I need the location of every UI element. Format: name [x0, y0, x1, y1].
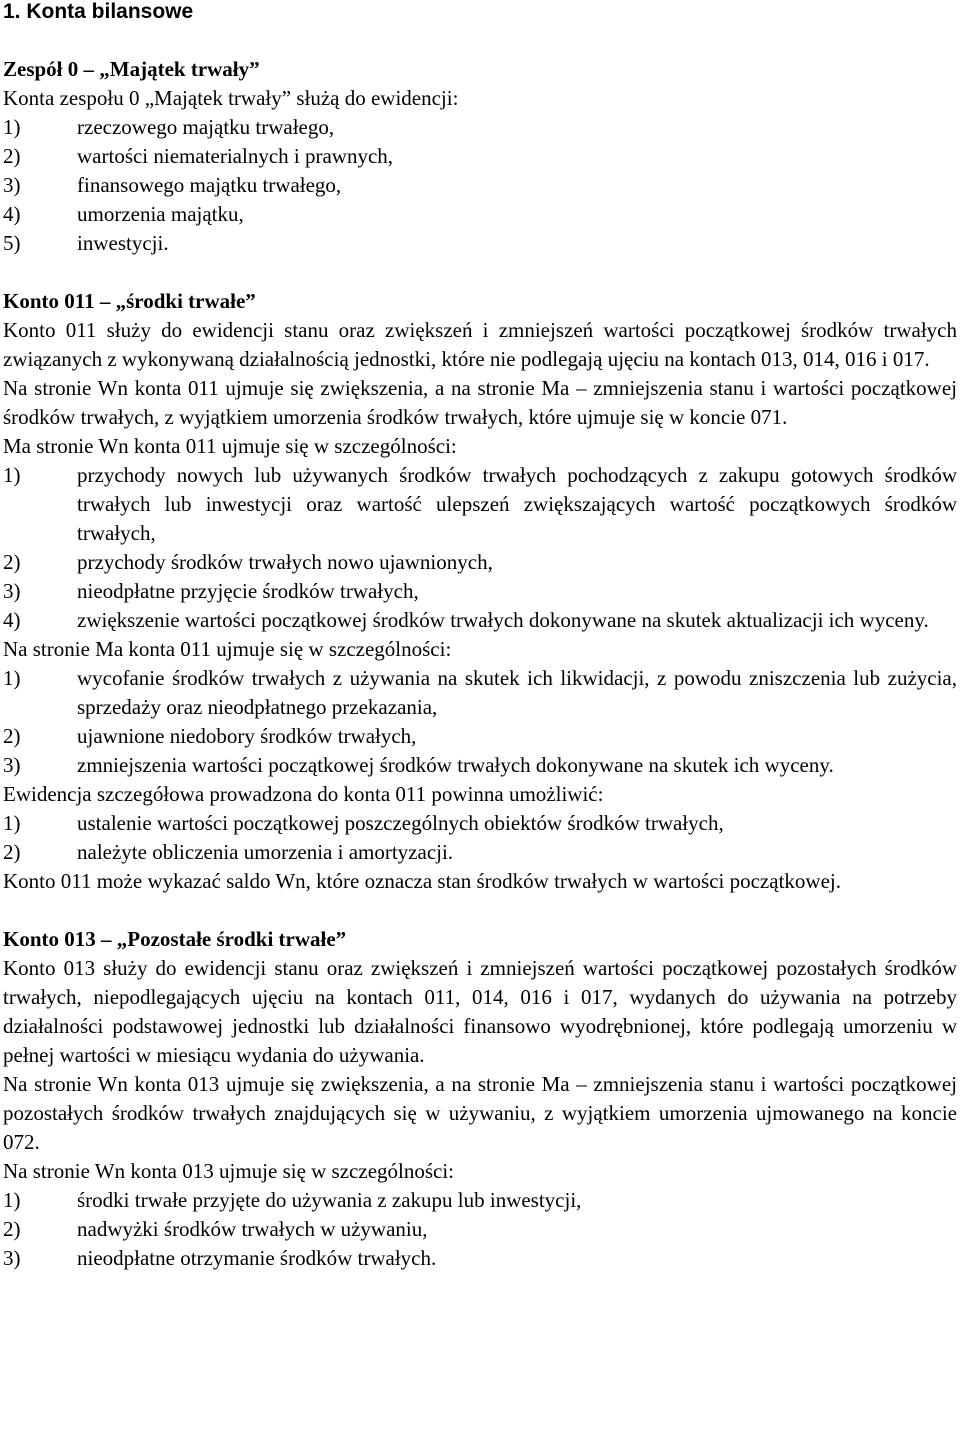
list-item-number: 5): [3, 231, 21, 255]
list-item: [3, 809, 957, 838]
paragraph: Na stronie Wn konta 013 ujmuje się zwiększenia, a na stronie Ma – zmniejszenia stanu i wartości początkowej pozostałych środków trwałych znajdujących się w używaniu, z wyjątkiem umorzenia ujmowanego na koncie 072.: [3, 1072, 957, 1154]
section: [3, 55, 957, 258]
list-item: [3, 461, 957, 548]
list-item-text: środki trwałe przyjęte do używania z zakupu lub inwestycji,: [77, 1188, 582, 1212]
list-item-text: wycofanie środków trwałych z używania na skutek ich likwidacji, z powodu zniszczenia lub zużycia, sprzedaży oraz nieodpłatnego przekazania,: [77, 666, 957, 719]
section-heading: Konto 013 – „Pozostałe środki trwałe”: [3, 927, 347, 951]
numbered-list: [3, 1186, 957, 1273]
list-item: [3, 664, 957, 722]
section-heading: Zespół 0 – „Majątek trwały”: [3, 57, 260, 81]
paragraph: Na stronie Ma konta 011 ujmuje się w szczególności:: [3, 637, 452, 661]
list-item-text: zwiększenie wartości początkowej środków trwałych dokonywane na skutek aktualizacji ich wyceny.: [77, 608, 929, 632]
list-item-number: 1): [3, 463, 21, 487]
list-item-text: nadwyżki środków trwałych w używaniu,: [77, 1217, 428, 1241]
list-item-number: 2): [3, 840, 21, 864]
section-spacer: [3, 258, 957, 287]
paragraph: Konto 013 służy do ewidencji stanu oraz zwiększeń i zmniejszeń wartości początkowej pozostałych środków trwałych, niepodlegających ujęciu na kontach 011, 014, 016 i 017, wydanych do używania na potrzeby działalności podstawowej jednostki lub działalności finansowo wyodrębnionej, które podlegają umorzeniu w pełnej wartości w miesiącu wydania do używania.: [3, 956, 957, 1067]
numbered-list: [3, 461, 957, 635]
list-item: [3, 606, 957, 635]
paragraph: Ma stronie Wn konta 011 ujmuje się w szczególności:: [3, 434, 457, 458]
list-item-text: ustalenie wartości początkowej poszczególnych obiektów środków trwałych,: [77, 811, 724, 835]
document-body: [3, 55, 957, 1273]
paragraph: Konto 011 służy do ewidencji stanu oraz zwiększeń i zmniejszeń wartości początkowej środków trwałych związanych z wykonywaną działalnością jednostki, które nie podlegają ujęciu na kontach 013, 014, 016 i 017.: [3, 318, 957, 371]
list-item-number: 1): [3, 811, 21, 835]
list-item-number: 2): [3, 724, 21, 748]
paragraph: Na stronie Wn konta 011 ujmuje się zwiększenia, a na stronie Ma – zmniejszenia stanu i wartości początkowej środków trwałych, z wyjątkiem umorzenia środków trwałych, które ujmuje się w koncie 071.: [3, 376, 957, 429]
list-item-number: 3): [3, 173, 21, 197]
list-item-number: 1): [3, 115, 21, 139]
list-item-number: 4): [3, 202, 21, 226]
list-item: [3, 229, 957, 258]
section: [3, 925, 957, 1273]
list-item: [3, 1186, 957, 1215]
list-item: [3, 113, 957, 142]
list-item-number: 2): [3, 550, 21, 574]
list-item-text: zmniejszenia wartości początkowej środków trwałych dokonywane na skutek ich wyceny.: [77, 753, 834, 777]
paragraph: Konta zespołu 0 „Majątek trwały” służą do ewidencji:: [3, 86, 459, 110]
list-item: [3, 838, 957, 867]
list-item-text: inwestycji.: [77, 231, 169, 255]
list-item: [3, 1215, 957, 1244]
list-item-text: rzeczowego majątku trwałego,: [77, 115, 335, 139]
list-item: [3, 171, 957, 200]
list-item-text: przychody nowych lub używanych środków trwałych pochodzących z zakupu gotowych środków trwałych lub inwestycji oraz wartość ulepszeń zwiększających wartość początkowych środków trwałych,: [77, 463, 957, 545]
list-item-text: umorzenia majątku,: [77, 202, 244, 226]
list-item: [3, 1244, 957, 1273]
list-item-number: 4): [3, 608, 21, 632]
section-spacer: [3, 896, 957, 925]
list-item: [3, 577, 957, 606]
list-item-number: 2): [3, 144, 21, 168]
section-heading: Konto 011 – „środki trwałe”: [3, 289, 256, 313]
document-title: 1. Konta bilansowe: [3, 0, 194, 23]
list-item-text: przychody środków trwałych nowo ujawnionych,: [77, 550, 493, 574]
list-item-text: finansowego majątku trwałego,: [77, 173, 342, 197]
list-item: [3, 548, 957, 577]
list-item-number: 3): [3, 1246, 21, 1270]
list-item: [3, 200, 957, 229]
numbered-list: [3, 664, 957, 780]
paragraph: Ewidencja szczegółowa prowadzona do konta 011 powinna umożliwić:: [3, 782, 604, 806]
list-item-number: 3): [3, 753, 21, 777]
list-item-text: nieodpłatne przyjęcie środków trwałych,: [77, 579, 419, 603]
section: [3, 287, 957, 896]
list-item-text: nieodpłatne otrzymanie środków trwałych.: [77, 1246, 437, 1270]
list-item: [3, 722, 957, 751]
list-item-number: 2): [3, 1217, 21, 1241]
list-item-number: 1): [3, 666, 21, 690]
list-item: [3, 142, 957, 171]
list-item: [3, 751, 957, 780]
paragraph: Konto 011 może wykazać saldo Wn, które oznacza stan środków trwałych w wartości początkowej.: [3, 869, 841, 893]
list-item-number: 3): [3, 579, 21, 603]
numbered-list: [3, 113, 957, 258]
list-item-text: wartości niematerialnych i prawnych,: [77, 144, 394, 168]
list-item-text: należyte obliczenia umorzenia i amortyzacji.: [77, 840, 454, 864]
numbered-list: [3, 809, 957, 867]
paragraph: Na stronie Wn konta 013 ujmuje się w szczególności:: [3, 1159, 455, 1183]
list-item-text: ujawnione niedobory środków trwałych,: [77, 724, 417, 748]
list-item-number: 1): [3, 1188, 21, 1212]
